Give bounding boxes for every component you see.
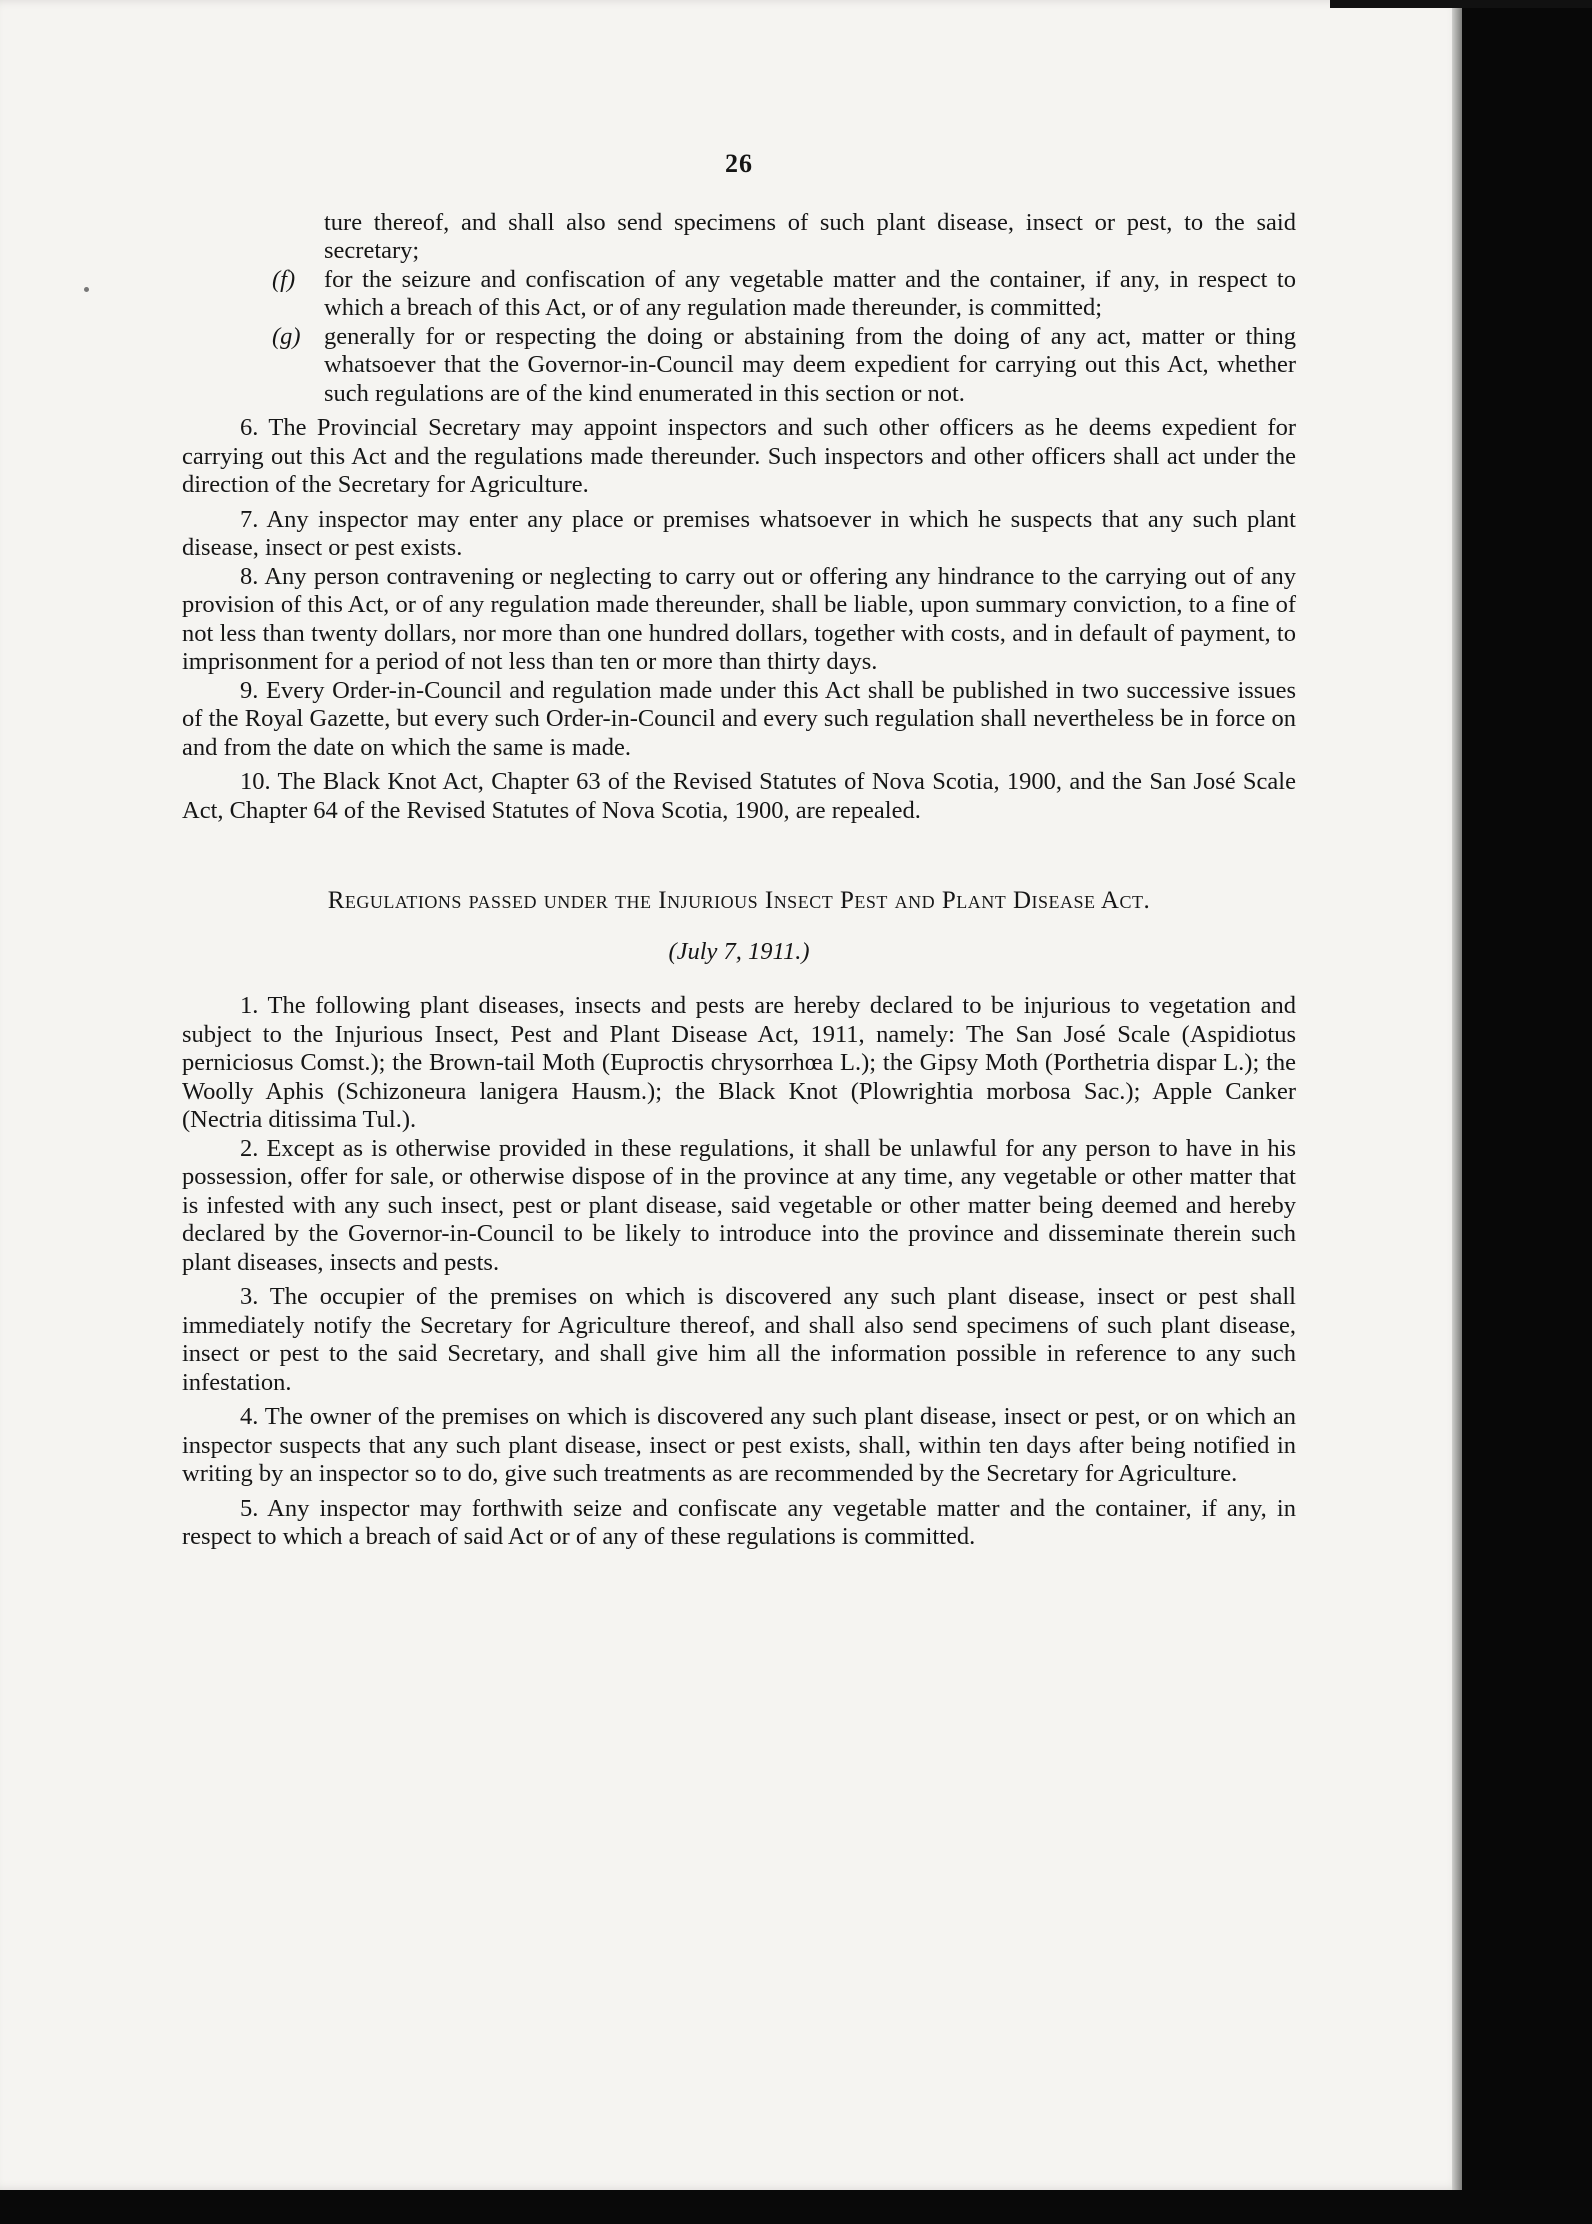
document-body	[182, 150, 1296, 1552]
clause-text: generally for or respecting the doing or abstaining from the doing of any act, matter or thing whatsoever that the Governor-in-Council may deem expedient for carrying out this Act, whether such regulations are of the kind enumerated in this section or not.	[324, 322, 1296, 407]
clause-label: (f)	[272, 265, 296, 293]
page-number: 26	[725, 149, 753, 178]
regulation-3: 3. The occupier of the premises on which is discovered any such plant disease, insect or pest shall immediately notify the Secretary for Agriculture thereof, and shall also send specimens of such plant disease, insect or pest to the said Secretary, and shall give him all the information possible in reference to any such infestation.	[182, 1283, 1296, 1396]
scan-border-top	[1330, 0, 1592, 8]
section-10: 10. The Black Knot Act, Chapter 63 of the Revised Statutes of Nova Scotia, 1900, and the San José Scale Act, Chapter 64 of the Revised Statutes of Nova Scotia, 1900, are repealed.	[182, 768, 1296, 824]
regulation-2: 2. Except as is otherwise provided in these regulations, it shall be unlawful for any person to have in his possession, offer for sale, or otherwise dispose of in the province at any time, any vegetable or other matter that is infested with any such insect, pest or plant disease, said vegetable or other matter being deemed and hereby declared by the Governor-in-Council to be likely to introduce into the province and disseminate therein such plant diseases, insects and pests.	[182, 1134, 1296, 1276]
scan-border-right	[1462, 0, 1592, 2224]
page-edge	[1452, 0, 1462, 2190]
regulation-1: 1. The following plant diseases, insects and pests are hereby declared to be injurious to vegetation and subject to the Injurious Insect, Pest and Plant Disease Act, 1911, namely: The San José Scale (Aspidiotus perniciosus Comst.); the Brown-tail Moth (Euproctis chrysorrhœa L.); the Gipsy Moth (Porthetria dispar L.); the Woolly Aphis (Schizoneura lanigera Hausm.); the Black Knot (Plowrightia morbosa Sac.); Apple Canker (Nectria ditissima Tul.).	[182, 992, 1296, 1133]
section-6: 6. The Provincial Secretary may appoint inspectors and such other officers as he deems expedient for carrying out this Act and the regulations made thereunder. Such inspectors and other officers shall act under the direction of the Secretary for Agriculture.	[182, 414, 1296, 498]
clause-f	[272, 265, 1296, 323]
section-9: 9. Every Order-in-Council and regulation made under this Act shall be published in two successive issues of the Royal Gazette, but every such Order-in-Council and every such regulation shall nevertheless be in force on and from the date on which the same is made.	[182, 676, 1296, 761]
scan-border-bottom	[0, 2190, 1592, 2224]
section-8: 8. Any person contravening or neglecting to carry out or offering any hindrance to the carrying out of any provision of this Act, or of any regulation made thereunder, shall be liable, upon summary conviction, to a fine of not less than twenty dollars, nor more than one hundred dollars, together with costs, and in default of payment, to imprisonment for a period of not less than ten or more than thirty days.	[182, 562, 1296, 675]
clause-continuation: ture thereof, and shall also send specimens of such plant disease, insect or pest, to the said secretary;	[324, 208, 1296, 264]
regulation-5: 5. Any inspector may forthwith seize and confiscate any vegetable matter and the container, if any, in respect to which a breach of said Act or of any of these regulations is committed.	[182, 1494, 1296, 1550]
scan-speck	[84, 287, 89, 292]
regulations-date: (July 7, 1911.)	[668, 937, 810, 965]
regulations-heading: Regulations passed under the Injurious Insect Pest and Plant Disease Act.	[327, 887, 1151, 914]
clause-label: (g)	[272, 322, 301, 350]
clause-text: for the seizure and confiscation of any vegetable matter and the container, if any, in respect to which a breach of this Act, or of any regulation made thereunder, is committed;	[324, 265, 1296, 321]
clause-g	[272, 322, 1296, 409]
regulation-4: 4. The owner of the premises on which is discovered any such plant disease, insect or pest, or on which an inspector suspects that any such plant disease, insect or pest exists, shall, within ten days after being notified in writing by an inspector so to do, give such treatments as are recommended by the Secretary for Agriculture.	[182, 1403, 1296, 1487]
section-7: 7. Any inspector may enter any place or premises whatsoever in which he suspects that any such plant disease, insect or pest exists.	[182, 505, 1296, 561]
